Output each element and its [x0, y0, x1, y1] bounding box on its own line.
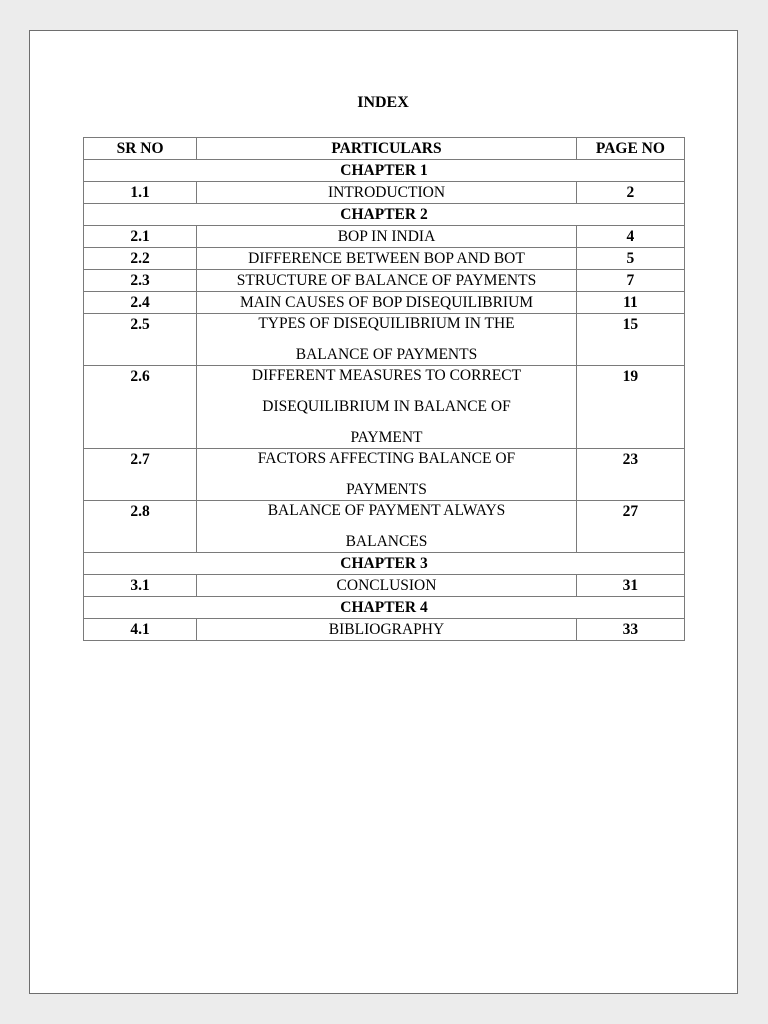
particulars-line: FACTORS AFFECTING BALANCE OF — [257, 450, 516, 467]
table-row — [84, 182, 685, 204]
index-table — [83, 137, 685, 641]
header-sr-no: SR NO — [84, 138, 197, 160]
sr-no-cell: 2.5 — [84, 314, 197, 366]
sr-no-cell: 2.7 — [84, 449, 197, 501]
page-no-cell: 4 — [576, 226, 684, 248]
particulars-line: BALANCE OF PAYMENTS — [295, 346, 478, 363]
sr-no-cell: 3.1 — [84, 575, 197, 597]
particulars-cell — [197, 248, 577, 270]
table-row — [84, 575, 685, 597]
page-no-cell: 23 — [576, 449, 684, 501]
sr-no-cell: 2.3 — [84, 270, 197, 292]
table-row — [84, 314, 685, 366]
particulars-cell — [197, 619, 577, 641]
table-header-row — [84, 138, 685, 160]
particulars-cell — [197, 449, 577, 501]
particulars-line: CONCLUSION — [336, 576, 437, 594]
page-no-cell: 19 — [576, 366, 684, 449]
particulars-line: INTRODUCTION — [327, 183, 446, 201]
particulars-line: STRUCTURE OF BALANCE OF PAYMENTS — [236, 271, 537, 289]
particulars-line: MAIN CAUSES OF BOP DISEQUILIBRIUM — [239, 293, 534, 311]
particulars-cell — [197, 182, 577, 204]
particulars-line: DIFFERENT MEASURES TO CORRECT — [251, 367, 522, 384]
chapter-heading: CHAPTER 4 — [84, 597, 685, 619]
particulars-cell — [197, 575, 577, 597]
sr-no-cell: 1.1 — [84, 182, 197, 204]
particulars-cell — [197, 366, 577, 449]
table-row — [84, 366, 685, 449]
chapter-heading: CHAPTER 1 — [84, 160, 685, 182]
sr-no-cell: 4.1 — [84, 619, 197, 641]
particulars-line: BIBLIOGRAPHY — [328, 620, 445, 638]
chapter-heading: CHAPTER 3 — [84, 553, 685, 575]
header-particulars: PARTICULARS — [197, 138, 577, 160]
particulars-line: BALANCES — [345, 533, 428, 550]
page-no-cell: 2 — [576, 182, 684, 204]
sr-no-cell: 2.6 — [84, 366, 197, 449]
table-row — [84, 226, 685, 248]
particulars-cell — [197, 292, 577, 314]
page-no-cell: 31 — [576, 575, 684, 597]
particulars-cell — [197, 270, 577, 292]
particulars-line: TYPES OF DISEQUILIBRIUM IN THE — [258, 315, 515, 332]
sr-no-cell: 2.1 — [84, 226, 197, 248]
sr-no-cell: 2.8 — [84, 501, 197, 553]
particulars-line: DISEQUILIBRIUM IN BALANCE OF — [262, 398, 511, 415]
table-row — [84, 270, 685, 292]
page-no-cell: 33 — [576, 619, 684, 641]
chapter-heading-row — [84, 553, 685, 575]
particulars-cell — [197, 501, 577, 553]
page-title: INDEX — [357, 94, 409, 111]
table-row — [84, 248, 685, 270]
particulars-cell — [197, 314, 577, 366]
particulars-line: DIFFERENCE BETWEEN BOP AND BOT — [248, 249, 525, 267]
page-no-cell: 11 — [576, 292, 684, 314]
table-row — [84, 501, 685, 553]
particulars-line: BOP IN INDIA — [337, 227, 436, 245]
header-page-no: PAGE NO — [576, 138, 684, 160]
particulars-line: BALANCE OF PAYMENT ALWAYS — [267, 502, 506, 519]
chapter-heading: CHAPTER 2 — [84, 204, 685, 226]
chapter-heading-row — [84, 160, 685, 182]
chapter-heading-row — [84, 204, 685, 226]
sr-no-cell: 2.2 — [84, 248, 197, 270]
page-no-cell: 7 — [576, 270, 684, 292]
page-no-cell: 27 — [576, 501, 684, 553]
table-row — [84, 449, 685, 501]
chapter-heading-row — [84, 597, 685, 619]
page-no-cell: 15 — [576, 314, 684, 366]
particulars-cell — [197, 226, 577, 248]
page-no-cell: 5 — [576, 248, 684, 270]
index-body — [84, 160, 685, 641]
table-row — [84, 619, 685, 641]
particulars-line: PAYMENT — [350, 429, 423, 446]
table-row — [84, 292, 685, 314]
particulars-line: PAYMENTS — [346, 481, 427, 498]
sr-no-cell: 2.4 — [84, 292, 197, 314]
